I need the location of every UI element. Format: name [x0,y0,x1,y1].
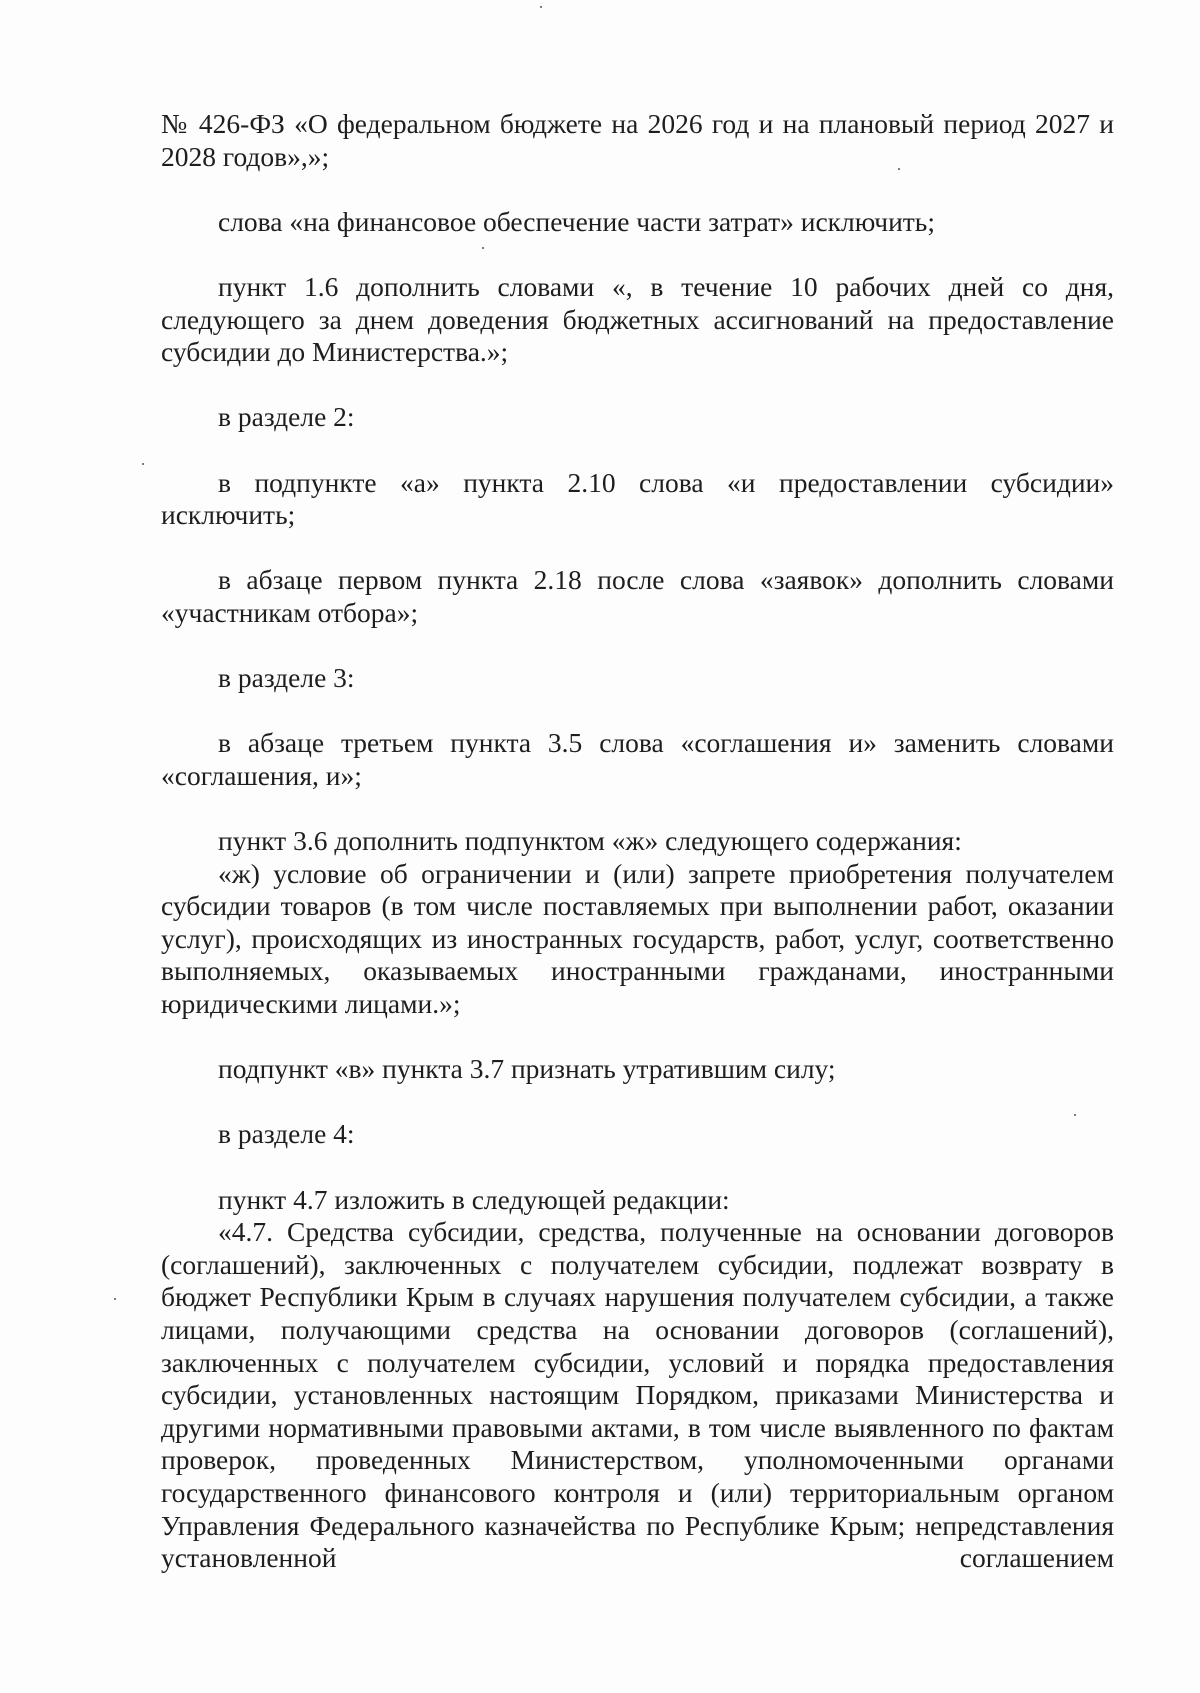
paragraph-point-2-10: в подпункте «а» пункта 2.10 слова «и предоставлении субсидии» исключить; [161,466,1114,531]
scan-speck [1074,1114,1076,1116]
scan-speck [142,463,144,465]
section-heading-2: в разделе 2: [218,401,355,433]
scan-speck [482,247,484,249]
document-body [161,108,1114,1575]
paragraph-subpoint-zh: «ж) условие об ограничении и (или) запрете приобретения получателем субсидии товаров (в том числе поставляемых при выполнении работ, оказании услуг), происходящих из иностранных государств, работ, услуг, соответственно выполняемых, оказываемых иностранными гражданами, иностранными юридическими лицами.»; [161,857,1114,1020]
scan-speck [114,1298,116,1300]
paragraph-point-4-7-intro: пункт 4.7 изложить в следующей редакции: [218,1183,730,1215]
scan-speck [540,6,542,8]
scan-speck [898,168,900,170]
section-heading-3: в разделе 3: [218,662,355,694]
paragraph-point-3-5: в абзаце третьем пункта 3.5 слова «соглашения и» заменить словами «соглашения, и»; [161,727,1114,791]
paragraph-exclude-words: слова «на финансовое обеспечение части затрат» исключить; [218,205,935,237]
paragraph-point-3-6: пункт 3.6 дополнить подпунктом «ж» следующего содержания: [218,825,962,857]
paragraph-law-reference: № 426-ФЗ «О федеральном бюджете на 2026 год и на плановый период 2027 и 2028 годов»,»; [161,108,1114,172]
paragraph-point-2-18: в абзаце первом пункта 2.18 после слова «заявок» дополнить словами «участникам отбора»; [161,564,1114,628]
paragraph-point-1-6: пункт 1.6 дополнить словами «, в течение 10 рабочих дней со дня, следующего за днем доведения бюджетных ассигнований на предоставление субсидии до Министерства.»; [161,270,1114,368]
paragraph-point-3-7: подпункт «в» пункта 3.7 признать утратившим силу; [218,1053,836,1085]
section-heading-4: в разделе 4: [218,1118,355,1150]
paragraph-point-4-7-text: «4.7. Средства субсидии, средства, полученные на основании договоров (соглашений), заключенных с получателем субсидии, подлежат возврату в бюджет Республики Крым в случаях нарушения получателем субсидии, а также лицами, получающими средства на основании договоров (соглашений), заключенных с получателем субсидии, условий и порядка предоставления субсидии, установленных настоящим Порядком, приказами Министерства и другими нормативными правовыми актами, в том числе выявленного по фактам проверок, проведенных Министерством, уполномоченными органами государственного финансового контроля и (или) территориальным органом Управления Федерального казначейства по Республике Крым; непредставления установленной соглашением [161,1216,1114,1574]
